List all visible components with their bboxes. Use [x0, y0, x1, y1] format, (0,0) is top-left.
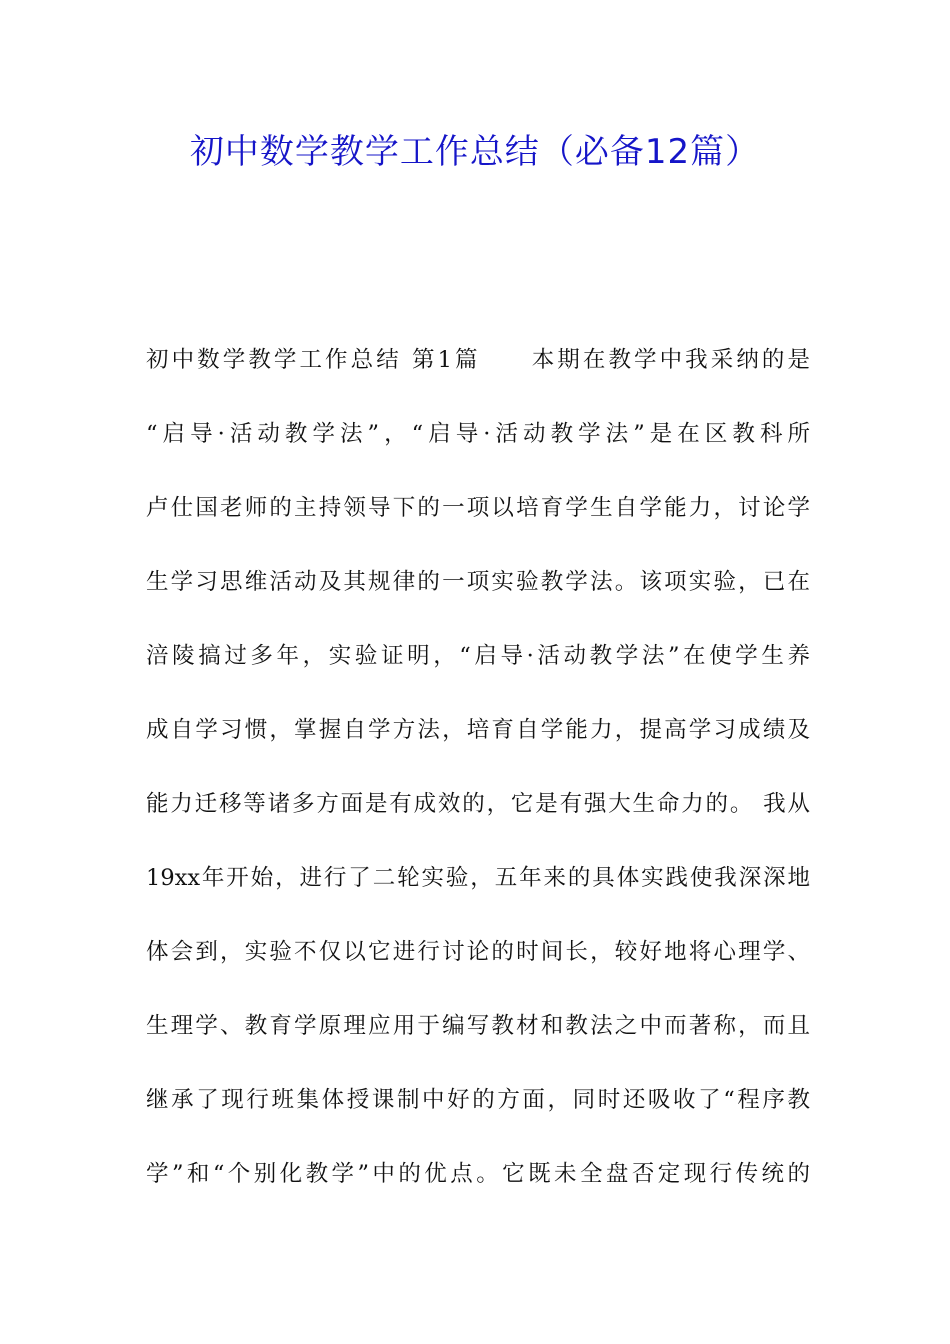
- body-line: 学”和“个别化教学”中的优点。它既未全盘否定现行传统的: [146, 1161, 810, 1187]
- body-line: “启导·活动教学法”，“启导·活动教学法”是在区教科所: [146, 421, 810, 447]
- body-line: 体会到，实验不仅以它进行讨论的时间长，较好地将心理学、: [146, 939, 810, 965]
- body-line: 生理学、教育学原理应用于编写教材和教法之中而著称，而且: [146, 1013, 810, 1039]
- body-line: 卢仕国老师的主持领导下的一项以培育学生自学能力，讨论学: [146, 495, 810, 521]
- body-line: 涪陵搞过多年，实验证明，“启导·活动教学法”在使学生养: [146, 643, 810, 669]
- body-line: 能力迁移等诸多方面是有成效的，它是有强大生命力的。 我从: [146, 791, 810, 817]
- body-line: 19xx年开始，进行了二轮实验，五年来的具体实践使我深深地: [146, 865, 810, 891]
- document-title: 初中数学教学工作总结（必备12篇）: [189, 132, 761, 172]
- body-line: 成自学习惯，掌握自学方法，培育自学能力，提高学习成绩及: [146, 717, 810, 743]
- body-line: 继承了现行班集体授课制中好的方面，同时还吸收了“程序教: [146, 1087, 810, 1113]
- body-line: 初中数学教学工作总结 第1篇 本期在教学中我采纳的是: [146, 347, 810, 373]
- document-body: [146, 340, 810, 1228]
- body-line: 生学习思维活动及其规律的一项实验教学法。该项实验，已在: [146, 569, 810, 595]
